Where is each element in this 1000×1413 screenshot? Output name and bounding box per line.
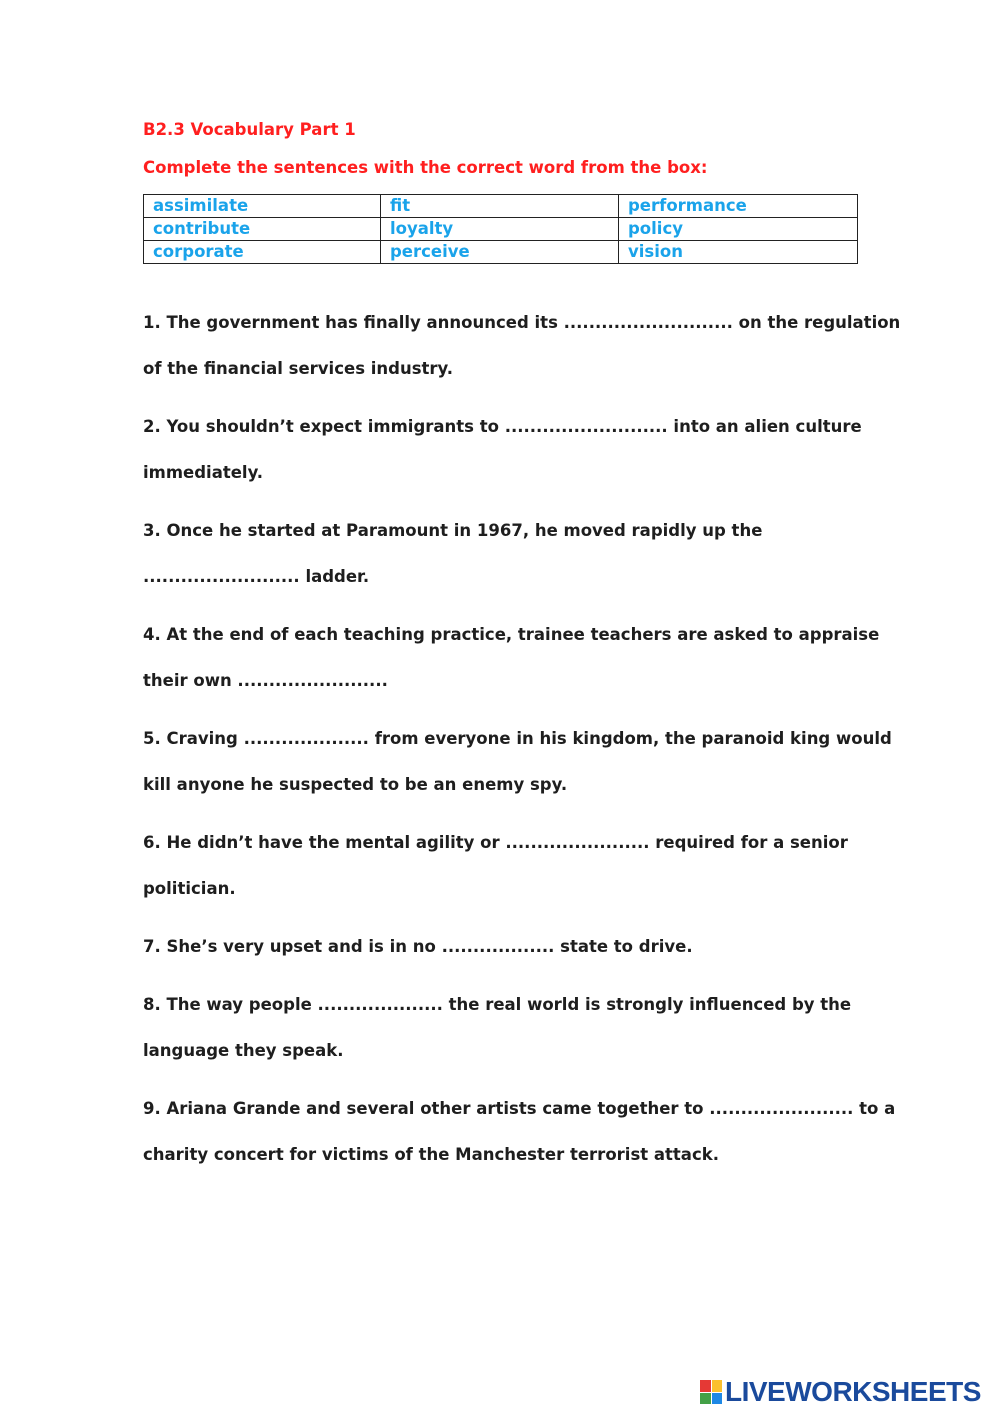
sentence-item: 5. Craving .................... from everyone in his kingdom, the paranoid king would kill anyone he suspected to be an enemy spy. xyxy=(143,729,892,794)
logo-square-red xyxy=(700,1380,711,1392)
word-box-cell: vision xyxy=(619,241,858,264)
sentence-item: 6. He didn’t have the mental agility or ....................... required for a senior politician. xyxy=(143,833,848,898)
sentence-item: 4. At the end of each teaching practice, trainee teachers are asked to appraise their own ........................ xyxy=(143,625,880,690)
logo-text: LIVEWORKSHEETS xyxy=(725,1376,981,1407)
word-box-row xyxy=(144,241,858,264)
word-box-cell: assimilate xyxy=(144,195,381,218)
worksheet-title: B2.3 Vocabulary Part 1 xyxy=(143,120,356,139)
word-box-table xyxy=(143,194,858,264)
word-box-cell: policy xyxy=(619,218,858,241)
word-box-cell: perceive xyxy=(381,241,619,264)
word-box-cell: fit xyxy=(381,195,619,218)
word-box-cell: contribute xyxy=(144,218,381,241)
word-box-cell: loyalty xyxy=(381,218,619,241)
word-box-cell: corporate xyxy=(144,241,381,264)
sentence-list xyxy=(143,300,918,1190)
word-box-row xyxy=(144,195,858,218)
sentence-item: 7. She’s very upset and is in no .................. state to drive. xyxy=(143,937,693,956)
logo-square-yellow xyxy=(712,1380,723,1392)
instruction-text: Complete the sentences with the correct word from the box: xyxy=(143,158,708,177)
sentence-item: 2. You shouldn’t expect immigrants to .......................... into an alien culture immediately. xyxy=(143,417,862,482)
logo-square-blue xyxy=(712,1393,723,1405)
liveworksheets-logo-icon xyxy=(700,1380,722,1404)
sentence-item: 3. Once he started at Paramount in 1967, he moved rapidly up the ......................... ladder. xyxy=(143,521,763,586)
word-box-row xyxy=(144,218,858,241)
logo-square-green xyxy=(700,1393,711,1405)
sentence-item: 8. The way people .................... the real world is strongly influenced by the language they speak. xyxy=(143,995,852,1060)
liveworksheets-logo xyxy=(700,1377,981,1407)
word-box-cell: performance xyxy=(619,195,858,218)
sentence-item: 1. The government has finally announced its ........................... on the regulation of the financial services industry. xyxy=(143,313,901,378)
sentence-item: 9. Ariana Grande and several other artists came together to ....................... to a charity concert for victims of the Manchester terrorist attack. xyxy=(143,1099,896,1164)
